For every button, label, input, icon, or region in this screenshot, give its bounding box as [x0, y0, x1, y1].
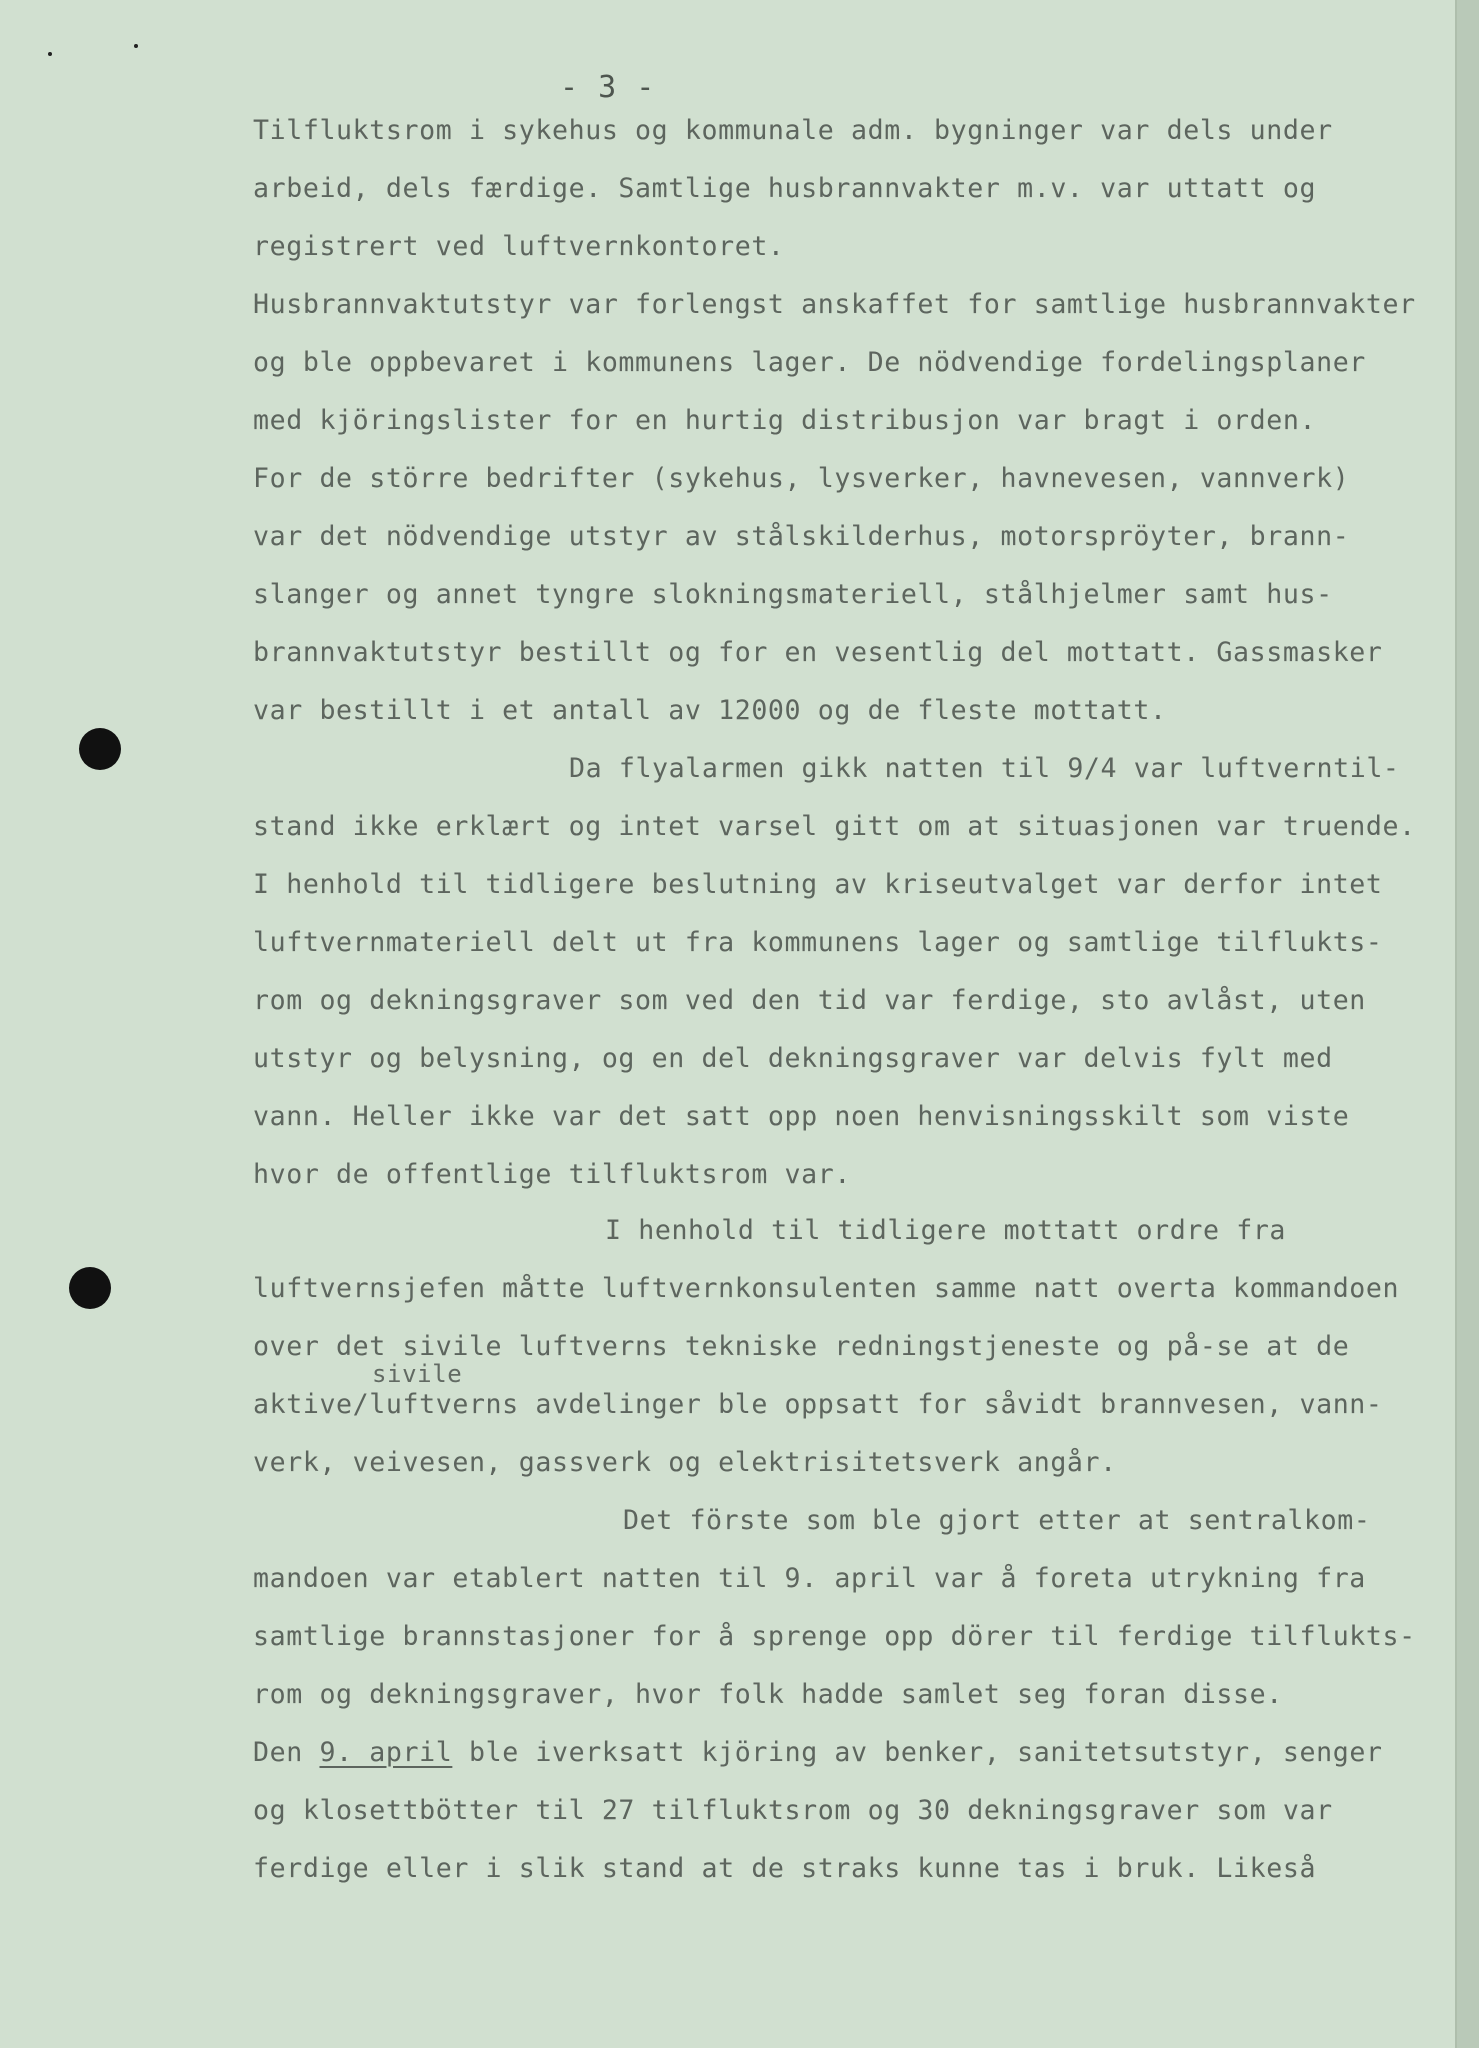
text-line-23: aktive/luftverns avdelinger ble oppsatt for såvidt brannvesen, vann- [253, 1389, 1383, 1420]
text-line-19: hvor de offentlige tilfluktsrom var. [253, 1159, 851, 1190]
line-rest: ble iverksatt kjöring av benker, sanitetsutstyr, senger [468, 1737, 1383, 1768]
text-line-17: utstyr og belysning, og en del dekningsgraver var delvis fylt med [253, 1043, 1333, 1074]
page-edge [1455, 0, 1479, 2048]
text-line-22: over det sivile luftverns tekniske redningstjeneste og på-se at de [253, 1331, 1350, 1362]
punch-hole [69, 1267, 111, 1309]
text-line-6: med kjöringslister for en hurtig distribusjon var bragt i orden. [253, 405, 1317, 436]
text-line-5: og ble oppbevaret i kommunens lager. De nödvendige fordelingsplaner [253, 347, 1366, 378]
text-line-14: I henhold til tidligere beslutning av kriseutvalget var derfor intet [253, 869, 1383, 900]
text-line-28: rom og dekningsgraver, hvor folk hadde samlet seg foran disse. [253, 1679, 1283, 1710]
text-line-13: stand ikke erklært og intet varsel gitt om at situasjonen var truende. [253, 811, 1416, 842]
text-line-25: Det förste som ble gjort etter at sentralkom- [623, 1505, 1371, 1536]
text-line-3: registrert ved luftvernkontoret. [253, 231, 785, 262]
text-line-9: slanger og annet tyngre slokningsmateriell, stålhjelmer samt hus- [253, 579, 1333, 610]
text-line-31: ferdige eller i slik stand at de straks kunne tas i bruk. Likeså [253, 1853, 1317, 1884]
punch-hole [79, 728, 121, 770]
dust-speck [134, 44, 138, 48]
text-line-26: mandoen var etablert natten til 9. april var å foreta utrykning fra [253, 1563, 1366, 1594]
page-number: - 3 - [560, 70, 656, 105]
dust-speck [48, 52, 52, 56]
text-line-30: og klosettbötter til 27 tilfluktsrom og 30 dekningsgraver som var [253, 1795, 1333, 1826]
text-line-7: For de större bedrifter (sykehus, lysverker, havnevesen, vannverk) [253, 463, 1350, 494]
text-line-29 [253, 1737, 1383, 1768]
text-line-16: rom og dekningsgraver som ved den tid var ferdige, sto avlåst, uten [253, 985, 1366, 1016]
text-line-10: brannvaktutstyr bestillt og for en vesentlig del mottatt. Gassmasker [253, 637, 1383, 668]
text-line-1: Tilfluktsrom i sykehus og kommunale adm. bygninger var dels under [253, 115, 1333, 146]
text-line-27: samtlige brannstasjoner for å sprenge opp dörer til ferdige tilflukts- [253, 1621, 1416, 1652]
underlined-date: 9. april [319, 1737, 453, 1768]
text-line-24: verk, veivesen, gassverk og elektrisitetsverk angår. [253, 1447, 1117, 1478]
text-line-15: luftvernmateriell delt ut fra kommunens lager og samtlige tilflukts- [253, 927, 1383, 958]
text-line-18: vann. Heller ikke var det satt opp noen henvisningsskilt som viste [253, 1101, 1350, 1132]
text-line-4: Husbrannvaktutstyr var forlengst anskaffet for samtlige husbrannvakter [253, 289, 1416, 320]
interlinear-insert: sivile [372, 1360, 463, 1388]
text-line-8: var det nödvendige utstyr av stålskilderhus, motorspröyter, brann- [253, 521, 1350, 552]
text-line-12: Da flyalarmen gikk natten til 9/4 var luftverntil- [569, 753, 1400, 784]
text-line-2: arbeid, dels færdige. Samtlige husbrannvakter m.v. var uttatt og [253, 173, 1317, 204]
line-prefix: Den [253, 1737, 303, 1768]
text-line-20: I henhold til tidligere mottatt ordre fra [605, 1215, 1287, 1246]
text-line-11: var bestillt i et antall av 12000 og de fleste mottatt. [253, 695, 1167, 726]
text-line-21: luftvernsjefen måtte luftvernkonsulenten samme natt overta kommandoen [253, 1273, 1400, 1304]
